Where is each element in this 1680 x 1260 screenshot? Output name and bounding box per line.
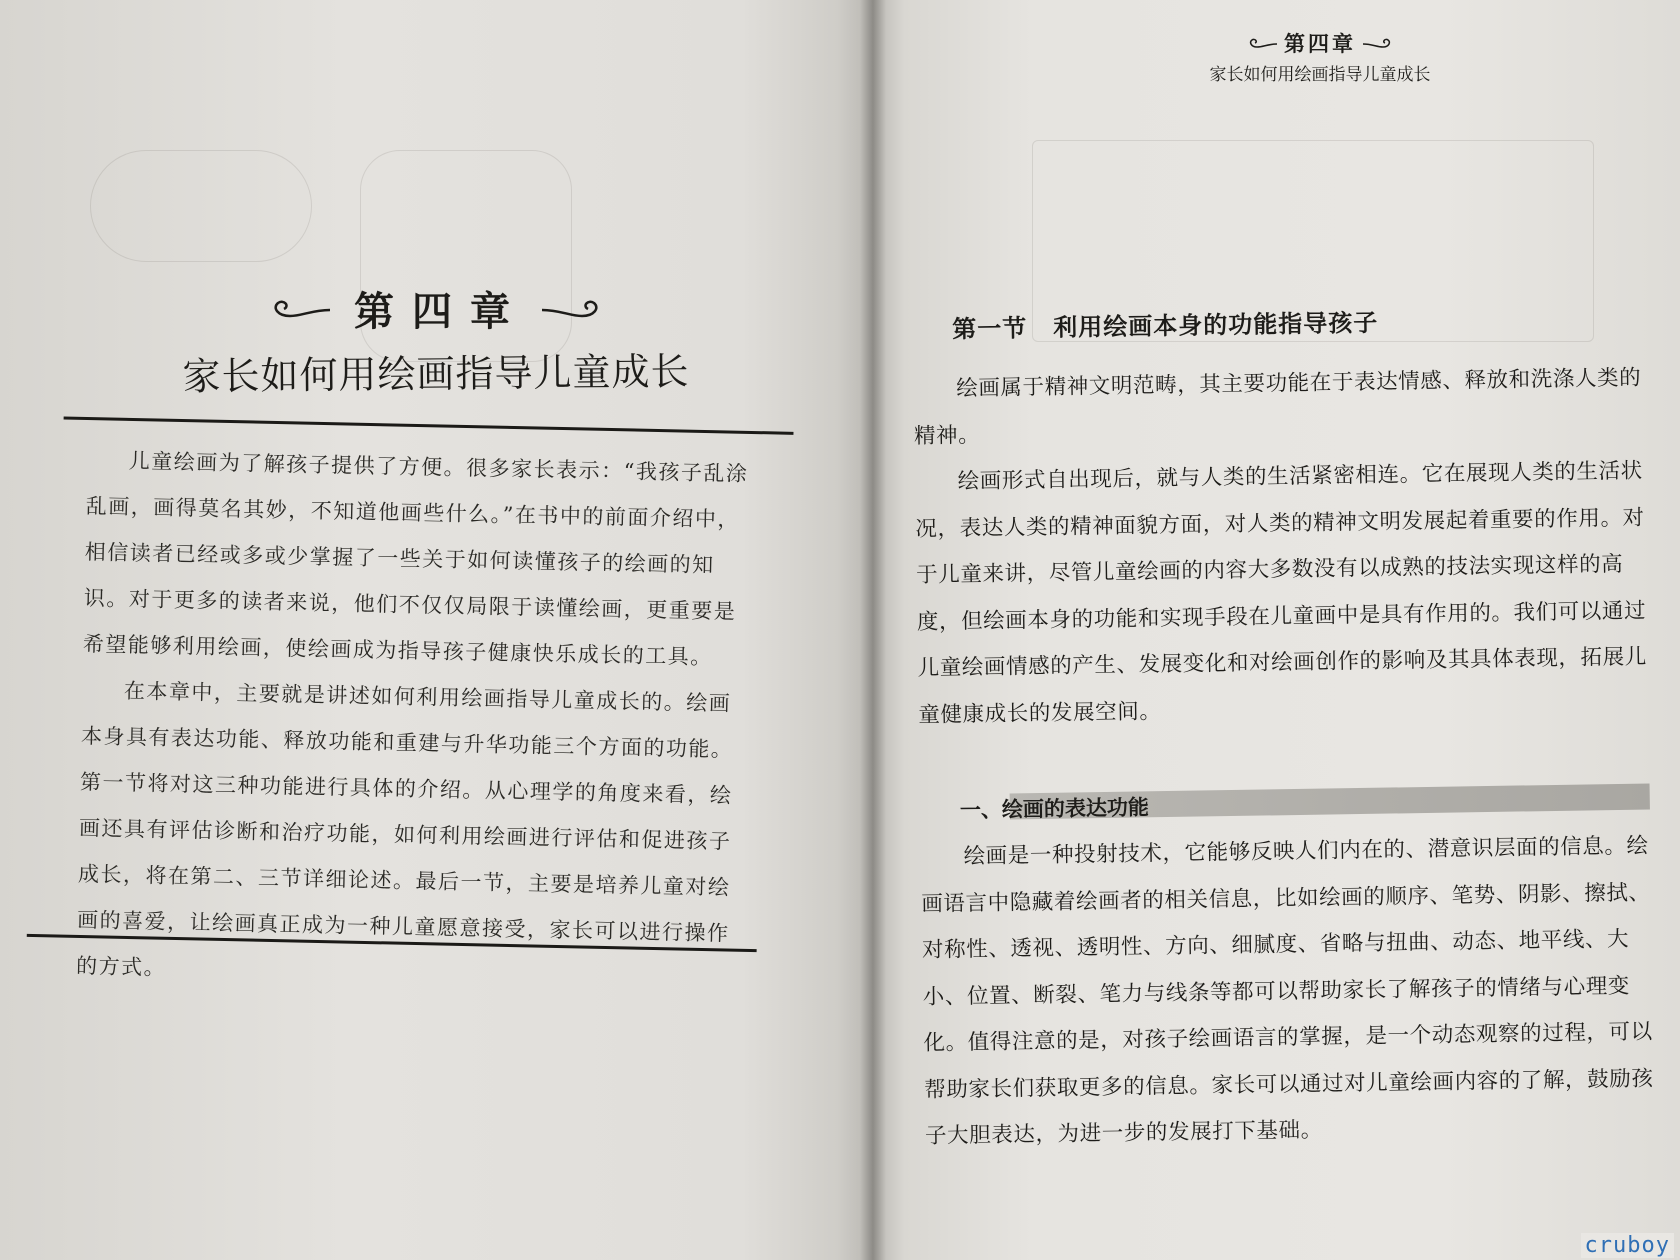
running-head-chapter-row [1140,28,1500,58]
chapter-heading [0,280,872,398]
book-gutter [860,0,886,1260]
left-swirl-ornament-icon [262,296,332,322]
right-page-body [912,299,1655,1161]
subsection-body-text [920,823,1655,1160]
body-paragraph: 绘画是一种投射技术，它能够反映人们内在的、潜意识层面的信息。绘画语言中隐藏着绘画者的相关信息，比如绘画的顺序、笔势、阴影、擦拭、对称性、透视、透明性、方向、细腻度、省略与扭曲、动态、地平线、大小、位置、断裂、笔力与线条等都可以帮助家长了解孩子的情绪与心理变化。值得注意的是，对孩子绘画语言的掌握，是一个动态观察的过程，可以帮助家长们获取更多的信息。家长可以通过对儿童绘画内容的了解，鼓励孩子大胆表达，为进一步的发展打下基础。 [921,833,1654,1149]
running-head [1140,28,1500,85]
intro-paragraph: 儿童绘画为了解孩子提供了方便。很多家长表示：“我孩子乱涂乱画，画得莫名其妙，不知道他画些什么。”在书中的前面介绍中，相信读者已经或多或少掌握了一些关于如何读懂孩子的绘画的知识。对于更多的读者来说，他们不仅仅局限于读懂绘画，更重要是希望能够利用绘画，使绘画成为指导孩子健康快乐成长的工具。 [82,448,749,670]
running-head-left-swirl-icon [1246,36,1278,50]
chapter-subtitle: 家长如何用绘画指导儿童成长 [182,349,690,399]
chapter-title: 第四章 [354,289,528,335]
right-swirl-ornament-icon [540,296,610,322]
intro-top-rule [64,417,794,435]
section-title: 利用绘画本身的功能指导孩子 [1053,308,1379,342]
running-head-right-swirl-icon [1362,36,1394,50]
chapter-title-row [0,280,872,337]
running-head-subtitle: 家长如何用绘画指导儿童成长 [1209,65,1431,85]
section-number: 第一节 [952,314,1028,344]
intro-paragraph: 在本章中，主要就是讲述如何利用绘画指导儿童成长的。绘画本身具有表达功能、释放功能和重建与升华功能三个方面的功能。第一节将对这三种功能进行具体的介绍。从心理学的角度来看，绘画还具有评估诊断和治疗功能，如何利用绘画进行评估和促进孩子成长，将在第二、三节详细论述。最后一节，主要是培养儿童对绘画的喜爱，让绘画真正成为一种儿童愿意接受，家长可以进行操作的方式。 [75,678,734,980]
watermark: cruboy [1581,1233,1674,1258]
running-head-chapter: 第四章 [1284,32,1356,56]
subsection-title: 一、绘画的表达功能 [959,795,1150,823]
chapter-intro-box [26,400,778,980]
chapter-intro-text [76,437,757,1003]
body-paragraph: 绘画属于精神文明范畴，其主要功能在于表达情感、释放和洗涤人类的精神。 [913,365,1642,449]
show-through-drawing [90,150,312,262]
body-paragraph: 绘画形式自出现后，就与人类的生活紧密相连。它在展现人类的生活状况，表达人类的精神面貌方面，对人类的精神文明发展起着重要的作用。对于儿童来讲，尽管儿童绘画的内容大多数没有以成熟的技法实现这样的高度，但绘画本身的功能和实现手段在儿童画中是具有作用的。我们可以通过儿童绘画情感的产生、发展变化和对绘画创作的影响及其具体表现，拓展儿童健康成长的发展空间。 [915,458,1648,728]
section-body-text [913,356,1649,739]
